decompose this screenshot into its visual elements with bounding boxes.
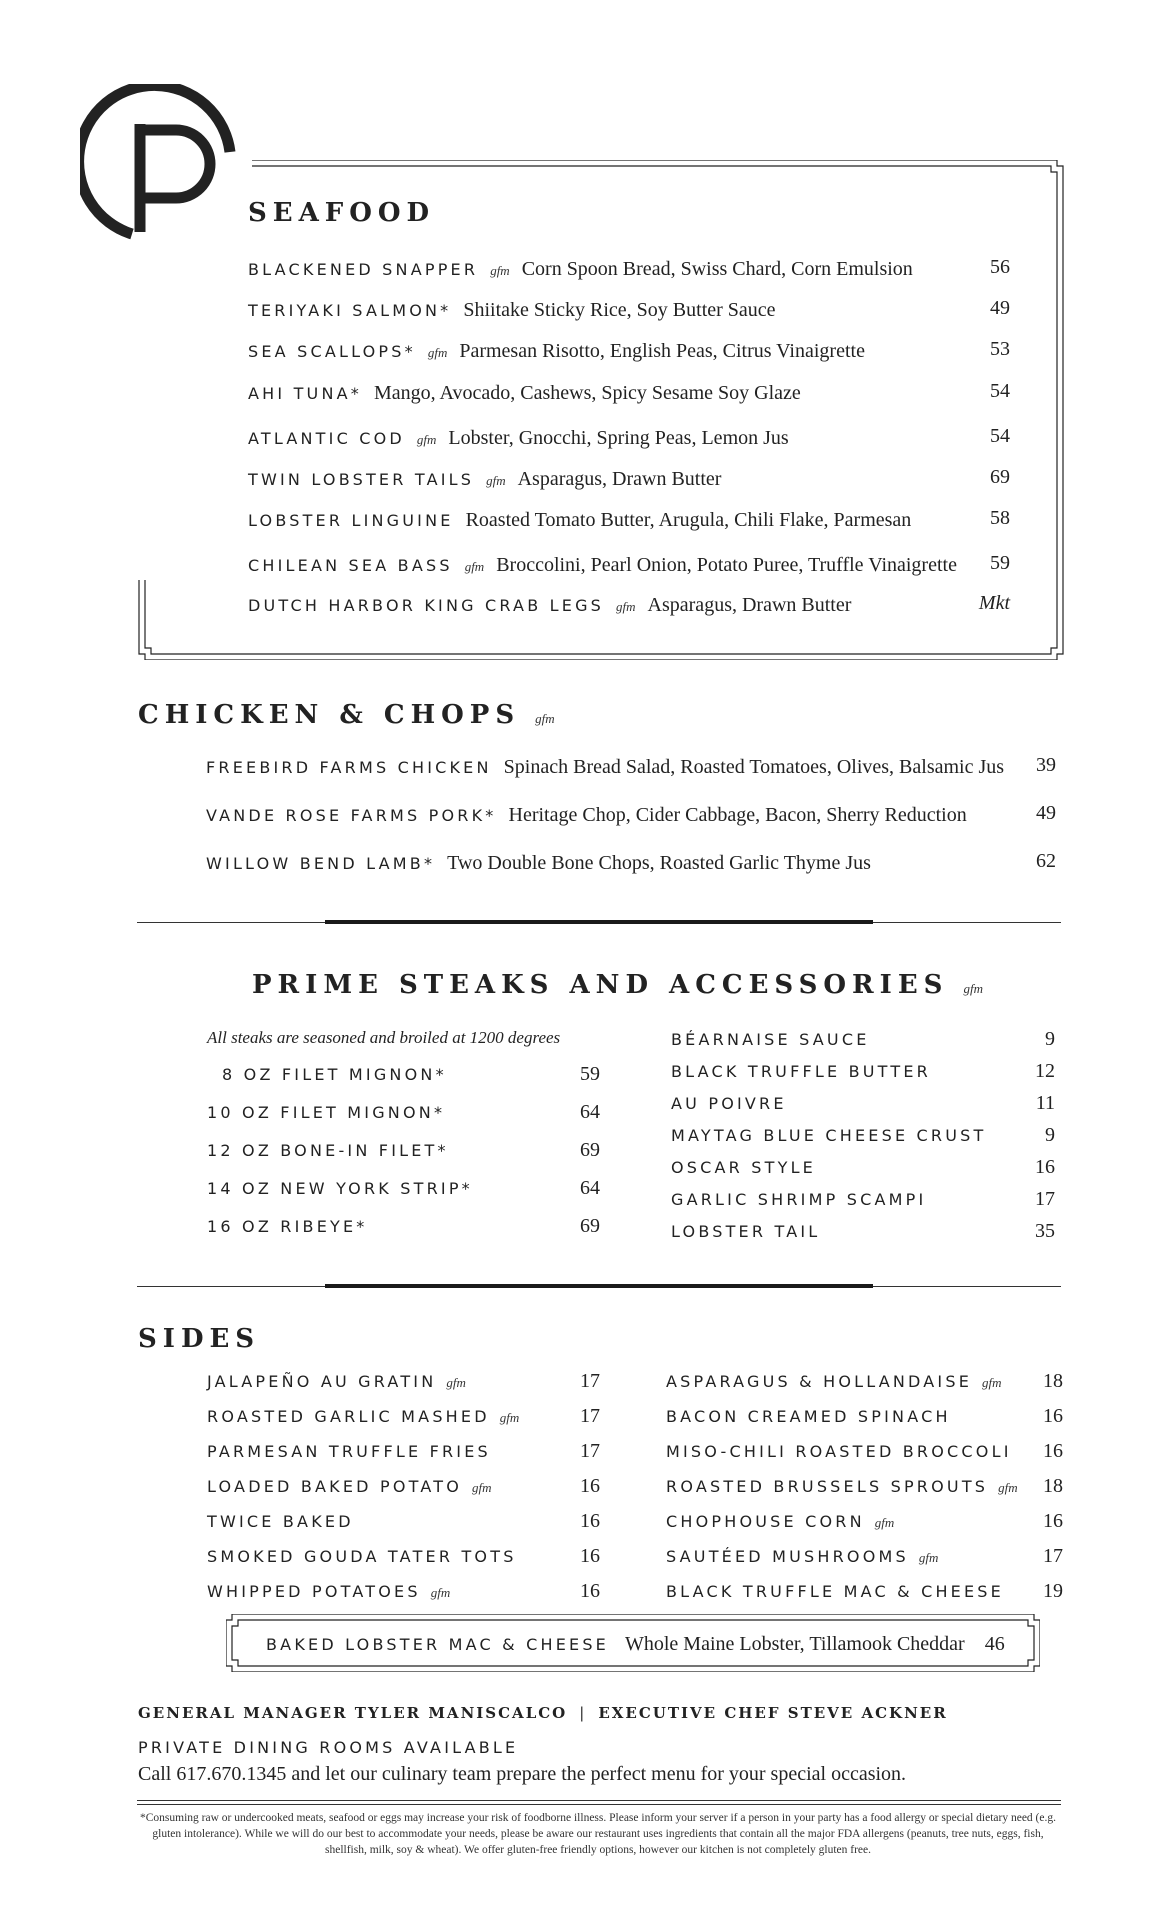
side-price: 16 — [580, 1510, 600, 1532]
side-item — [666, 1477, 1018, 1496]
item-name: WHIPPED POTATOES — [207, 1582, 421, 1601]
side-item — [666, 1407, 951, 1426]
gfm-mark: gfm — [499, 1410, 520, 1425]
side-item — [666, 1372, 1002, 1391]
item-name: SMOKED GOUDA TATER TOTS — [207, 1547, 517, 1566]
item-name: LOBSTER LINGUINE — [248, 511, 454, 530]
item-name: TERIYAKI SALMON* — [248, 301, 452, 320]
gfm-mark: gfm — [998, 1480, 1018, 1495]
item-name: DUTCH HARBOR KING CRAB LEGS — [248, 596, 605, 615]
seafood-item — [248, 427, 789, 450]
item-price: 58 — [990, 507, 1010, 529]
item-price: 54 — [990, 425, 1010, 447]
seafood-item — [248, 299, 776, 322]
side-item — [666, 1512, 894, 1531]
side-item — [666, 1442, 1012, 1461]
item-name: JALAPEÑO AU GRATIN — [207, 1372, 437, 1391]
steak-cut-name: 12 OZ BONE-IN FILET* — [207, 1141, 449, 1160]
feature-desc: Whole Maine Lobster, Tillamook Cheddar — [624, 1633, 965, 1655]
steak-cut-name: 16 OZ RIBEYE* — [207, 1217, 368, 1236]
side-item — [207, 1512, 354, 1531]
steak-cut-name: 8 OZ FILET MIGNON* — [222, 1065, 447, 1084]
seafood-title: SEAFOOD — [248, 198, 436, 228]
seafood-frame — [137, 160, 1067, 660]
item-desc: Heritage Chop, Cider Cabbage, Bacon, Sherry Reduction — [508, 804, 967, 826]
steak-cut-name: 10 OZ FILET MIGNON* — [207, 1103, 446, 1122]
item-name: WILLOW BEND LAMB* — [206, 854, 436, 873]
accessory-price: 35 — [1035, 1220, 1055, 1242]
private-dining-title: PRIVATE DINING ROOMS AVAILABLE — [138, 1738, 519, 1757]
footer-credits — [138, 1704, 948, 1722]
steak-cut-price: 59 — [580, 1063, 600, 1085]
side-item — [666, 1582, 1004, 1601]
steak-cut-price: 64 — [580, 1177, 600, 1199]
item-price: 49 — [990, 297, 1010, 319]
gfm-mark: gfm — [486, 473, 506, 488]
accessory-name: MAYTAG BLUE CHEESE CRUST — [671, 1126, 987, 1145]
item-price: 62 — [1036, 850, 1056, 872]
sides-title: SIDES — [138, 1324, 261, 1354]
gfm-mark: gfm — [963, 981, 983, 996]
steaks-note: All steaks are seasoned and broiled at 1200 degrees — [207, 1028, 561, 1047]
footer-rule-bottom — [137, 1804, 1061, 1805]
item-name: SEA SCALLOPS* — [248, 342, 416, 361]
item-desc: Shiitake Sticky Rice, Soy Butter Sauce — [463, 299, 776, 321]
side-price: 16 — [1043, 1510, 1063, 1532]
feature-item — [266, 1633, 1005, 1656]
accessory-name: BLACK TRUFFLE BUTTER — [671, 1062, 931, 1081]
gfm-mark: gfm — [416, 432, 437, 447]
item-name: CHILEAN SEA BASS — [248, 556, 453, 575]
side-price: 17 — [580, 1405, 600, 1427]
item-name: ATLANTIC COD — [248, 429, 405, 448]
divider-1-accent — [325, 920, 873, 924]
item-name: ASPARAGUS & HOLLANDAISE — [666, 1372, 973, 1391]
accessory-name: GARLIC SHRIMP SCAMPI — [671, 1190, 927, 1209]
steaks-title — [252, 970, 983, 1000]
item-desc: Mango, Avocado, Cashews, Spicy Sesame Soy Glaze — [373, 382, 801, 404]
seafood-item — [248, 509, 911, 532]
item-name: AHI TUNA* — [248, 384, 362, 403]
item-price: Mkt — [978, 592, 1010, 614]
side-item — [207, 1442, 491, 1461]
gfm-mark: gfm — [616, 599, 636, 614]
gfm-mark: gfm — [535, 711, 555, 726]
item-name: VANDE ROSE FARMS PORK* — [206, 806, 497, 825]
divider-2-accent — [325, 1284, 873, 1288]
side-price: 16 — [1043, 1405, 1063, 1427]
accessory-name: OSCAR STYLE — [671, 1158, 816, 1177]
footer-rule-top — [137, 1800, 1061, 1801]
gfm-mark: gfm — [446, 1375, 466, 1390]
side-price: 18 — [1043, 1370, 1063, 1392]
seafood-item — [248, 554, 957, 577]
seafood-item — [248, 258, 913, 281]
accessory-price: 16 — [1035, 1156, 1055, 1178]
general-manager: GENERAL MANAGER TYLER MANISCALCO — [138, 1704, 568, 1722]
item-name: ROASTED BRUSSELS SPROUTS — [666, 1477, 989, 1496]
item-desc: Broccolini, Pearl Onion, Potato Puree, Truffle Vinaigrette — [496, 554, 957, 576]
gfm-mark: gfm — [430, 1585, 451, 1600]
gfm-mark: gfm — [918, 1550, 939, 1565]
side-item — [207, 1407, 519, 1426]
side-price: 16 — [1043, 1440, 1063, 1462]
item-price: 49 — [1036, 802, 1056, 824]
side-item — [666, 1547, 938, 1566]
accessory-price: 11 — [1035, 1092, 1055, 1114]
item-price: 59 — [990, 552, 1010, 574]
gfm-mark: gfm — [490, 263, 510, 278]
side-item — [207, 1547, 517, 1566]
item-name: FREEBIRD FARMS CHICKEN — [206, 758, 492, 777]
steak-cut-price: 69 — [580, 1215, 600, 1237]
accessory-price: 12 — [1035, 1060, 1055, 1082]
item-name: CHOPHOUSE CORN — [666, 1512, 865, 1531]
item-desc: Corn Spoon Bread, Swiss Chard, Corn Emulsion — [521, 258, 913, 280]
item-desc: Two Double Bone Chops, Roasted Garlic Thyme Jus — [447, 852, 871, 874]
gfm-mark: gfm — [982, 1375, 1002, 1390]
side-price: 17 — [580, 1440, 600, 1462]
private-dining-desc: Call 617.670.1345 and let our culinary team prepare the perfect menu for your special occasion. — [138, 1763, 907, 1785]
side-price: 18 — [1043, 1475, 1063, 1497]
side-item — [207, 1477, 492, 1496]
item-desc: Asparagus, Drawn Butter — [517, 468, 722, 490]
item-name: BLACKENED SNAPPER — [248, 260, 479, 279]
item-name: BLACK TRUFFLE MAC & CHEESE — [666, 1582, 1004, 1601]
item-name: PARMESAN TRUFFLE FRIES — [207, 1442, 491, 1461]
steak-cut-price: 69 — [580, 1139, 600, 1161]
steaks-title-text: PRIME STEAKS AND ACCESSORIES — [252, 970, 949, 1000]
credits-separator: | — [579, 1704, 587, 1722]
feature-name: BAKED LOBSTER MAC & CHEESE — [266, 1635, 609, 1654]
item-name: LOADED BAKED POTATO — [207, 1477, 463, 1496]
seafood-item — [248, 340, 865, 363]
allergen-disclaimer: *Consuming raw or undercooked meats, seafood or eggs may increase your risk of foodborne illness. Please inform your server if a person in your party has a food allergy or special dietary need (e.g. gluten intolerance). While we will do our best to accommodate your needs, please be aware our restaurant uses ingredients that contain all the major FDA allergens (peanuts, tree nuts, eggs, fish, shellfish, milk, soy & wheat). We offer gluten-free friendly options, however our kitchen is not completely gluten free. — [139, 1812, 1056, 1856]
accessory-name: AU POIVRE — [671, 1094, 787, 1113]
side-item — [207, 1372, 466, 1391]
item-desc: Spinach Bread Salad, Roasted Tomatoes, Olives, Balsamic Jus — [503, 756, 1005, 778]
side-price: 17 — [580, 1370, 600, 1392]
item-desc: Parmesan Risotto, English Peas, Citrus Vinaigrette — [459, 340, 865, 362]
item-name: BACON CREAMED SPINACH — [666, 1407, 951, 1426]
item-desc: Lobster, Gnocchi, Spring Peas, Lemon Jus — [448, 427, 789, 449]
accessory-price: 9 — [1045, 1124, 1055, 1146]
steak-cut-name: 14 OZ NEW YORK STRIP* — [207, 1179, 473, 1198]
side-price: 16 — [580, 1580, 600, 1602]
item-name: MISO-CHILI ROASTED BROCCOLI — [666, 1442, 1012, 1461]
gfm-mark: gfm — [874, 1515, 895, 1530]
side-price: 16 — [580, 1475, 600, 1497]
side-item — [207, 1582, 450, 1601]
gfm-mark: gfm — [427, 345, 448, 360]
seafood-item — [248, 468, 721, 491]
item-name: ROASTED GARLIC MASHED — [207, 1407, 490, 1426]
chops-title — [138, 700, 555, 730]
item-price: 53 — [990, 338, 1010, 360]
item-desc: Asparagus, Drawn Butter — [647, 594, 852, 616]
steak-cut-price: 64 — [580, 1101, 600, 1123]
item-name: TWIN LOBSTER TAILS — [248, 470, 475, 489]
side-price: 19 — [1043, 1580, 1063, 1602]
item-price: 56 — [990, 256, 1010, 278]
item-price: 69 — [990, 466, 1010, 488]
chops-item — [206, 756, 1004, 779]
item-price: 39 — [1036, 754, 1056, 776]
executive-chef: EXECUTIVE CHEF STEVE ACKNER — [598, 1704, 948, 1722]
seafood-item — [248, 382, 801, 405]
item-name: TWICE BAKED — [207, 1512, 354, 1531]
gfm-mark: gfm — [464, 559, 485, 574]
gfm-mark: gfm — [472, 1480, 492, 1495]
accessory-name: LOBSTER TAIL — [671, 1222, 821, 1241]
accessory-price: 17 — [1035, 1188, 1055, 1210]
chops-item — [206, 804, 967, 827]
item-desc: Roasted Tomato Butter, Arugula, Chili Flake, Parmesan — [465, 509, 912, 531]
chops-item — [206, 852, 871, 875]
item-price: 54 — [990, 380, 1010, 402]
feature-price: 46 — [984, 1633, 1005, 1655]
side-price: 16 — [580, 1545, 600, 1567]
seafood-item — [248, 594, 851, 617]
item-name: SAUTÉED MUSHROOMS — [666, 1547, 909, 1566]
accessory-price: 9 — [1045, 1028, 1055, 1050]
side-price: 17 — [1043, 1545, 1063, 1567]
accessory-name: BÉARNAISE SAUCE — [671, 1030, 870, 1049]
chops-title-text: CHICKEN & CHOPS — [138, 700, 521, 730]
